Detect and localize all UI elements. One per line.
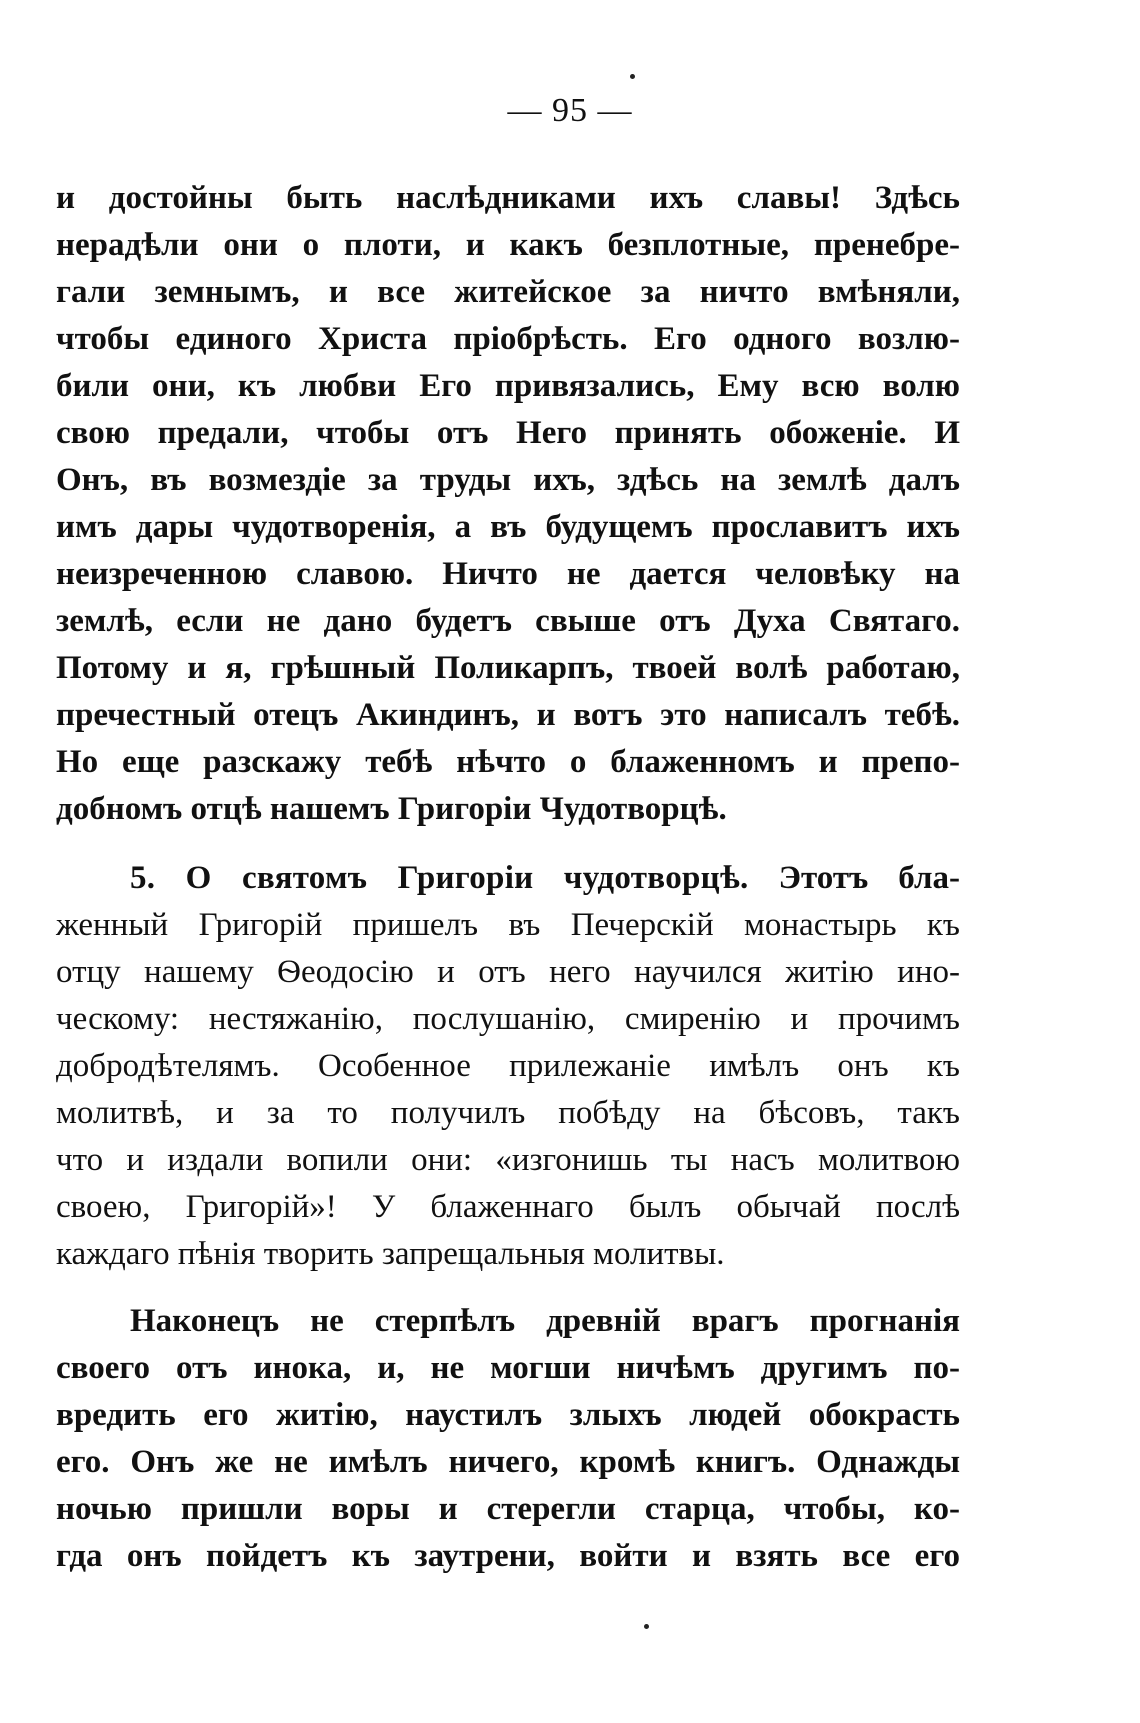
text-line: пречестный отецъ Акиндинъ, и вотъ это написалъ тебѣ. <box>56 697 960 733</box>
text-line: ночью пришли воры и стерегли старца, чтобы, ко- <box>56 1491 960 1527</box>
section-first-line-text: Этотъ бла- <box>778 860 960 896</box>
text-line: Онъ, въ возмездіе за труды ихъ, здѣсь на землѣ далъ <box>56 462 960 498</box>
text-line: отцу нашему Ѳеодосію и отъ него научился житію ино- <box>56 954 960 990</box>
section-first-line <box>130 858 960 898</box>
text-line: имъ дары чудотворенія, а въ будущемъ прославитъ ихъ <box>56 509 960 545</box>
text-line: Потому и я, грѣшный Поликарпъ, твоей волѣ работаю, <box>56 650 960 686</box>
page-number: — 95 — <box>507 92 633 129</box>
text-line: чтобы единого Христа пріобрѣсть. Его одного возлю- <box>56 321 960 357</box>
text-line: своею, Григорій»! У блаженнаго былъ обычай послѣ <box>56 1189 960 1225</box>
text-line: гда онъ пойдетъ къ заутрени, войти и взять все его <box>56 1538 960 1574</box>
text-line: каждаго пѣнія творить запрещальныя молитвы. <box>56 1236 725 1272</box>
text-line: и достойны быть наслѣдниками ихъ славы! Здѣсь <box>56 180 960 216</box>
text-line: добродѣтелямъ. Особенное прилежаніе имѣлъ онъ къ <box>56 1048 960 1084</box>
text-line: землѣ, если не дано будетъ свыше отъ Духа Святаго. <box>56 603 960 639</box>
text-line: били они, къ любви Его привязались, Ему всю волю <box>56 368 960 404</box>
section-heading: 5. О святомъ Григоріи чудотворцѣ. <box>130 860 749 896</box>
text-line: нерадѣли они о плоти, и какъ безплотные, пренебре- <box>56 227 960 263</box>
print-speck <box>644 1624 649 1629</box>
text-line: вредить его житію, наустилъ злыхъ людей обокрасть <box>56 1397 960 1433</box>
text-line: своего отъ инока, и, не могши ничѣмъ другимъ по- <box>56 1350 960 1386</box>
text-line: его. Онъ же не имѣлъ ничего, кромѣ книгъ. Однажды <box>56 1444 960 1480</box>
text-line: ческому: нестяжанію, послушанію, смиренію и прочимъ <box>56 1001 960 1037</box>
text-line: гали земнымъ, и все житейское за ничто вмѣняли, <box>56 274 960 310</box>
text-line: добномъ отцѣ нашемъ Григоріи Чудотворцѣ. <box>56 791 727 827</box>
text-line: молитвѣ, и за то получилъ побѣду на бѣсовъ, такъ <box>56 1095 960 1131</box>
text-line: Но еще разскажу тебѣ нѣчто о блаженномъ и препо- <box>56 744 960 780</box>
text-line: женный Григорій пришелъ въ Печерскій монастырь къ <box>56 907 960 943</box>
text-line: неизреченною славою. Ничто не дается человѣку на <box>56 556 960 592</box>
text-line: свою предали, чтобы отъ Него принять обоженіе. И <box>56 415 960 451</box>
print-speck <box>630 74 635 79</box>
text-line: что и издали вопили они: «изгонишь ты насъ молитвою <box>56 1142 960 1178</box>
text-line: Наконецъ не стерпѣлъ древній врагъ прогнанія <box>130 1303 960 1339</box>
